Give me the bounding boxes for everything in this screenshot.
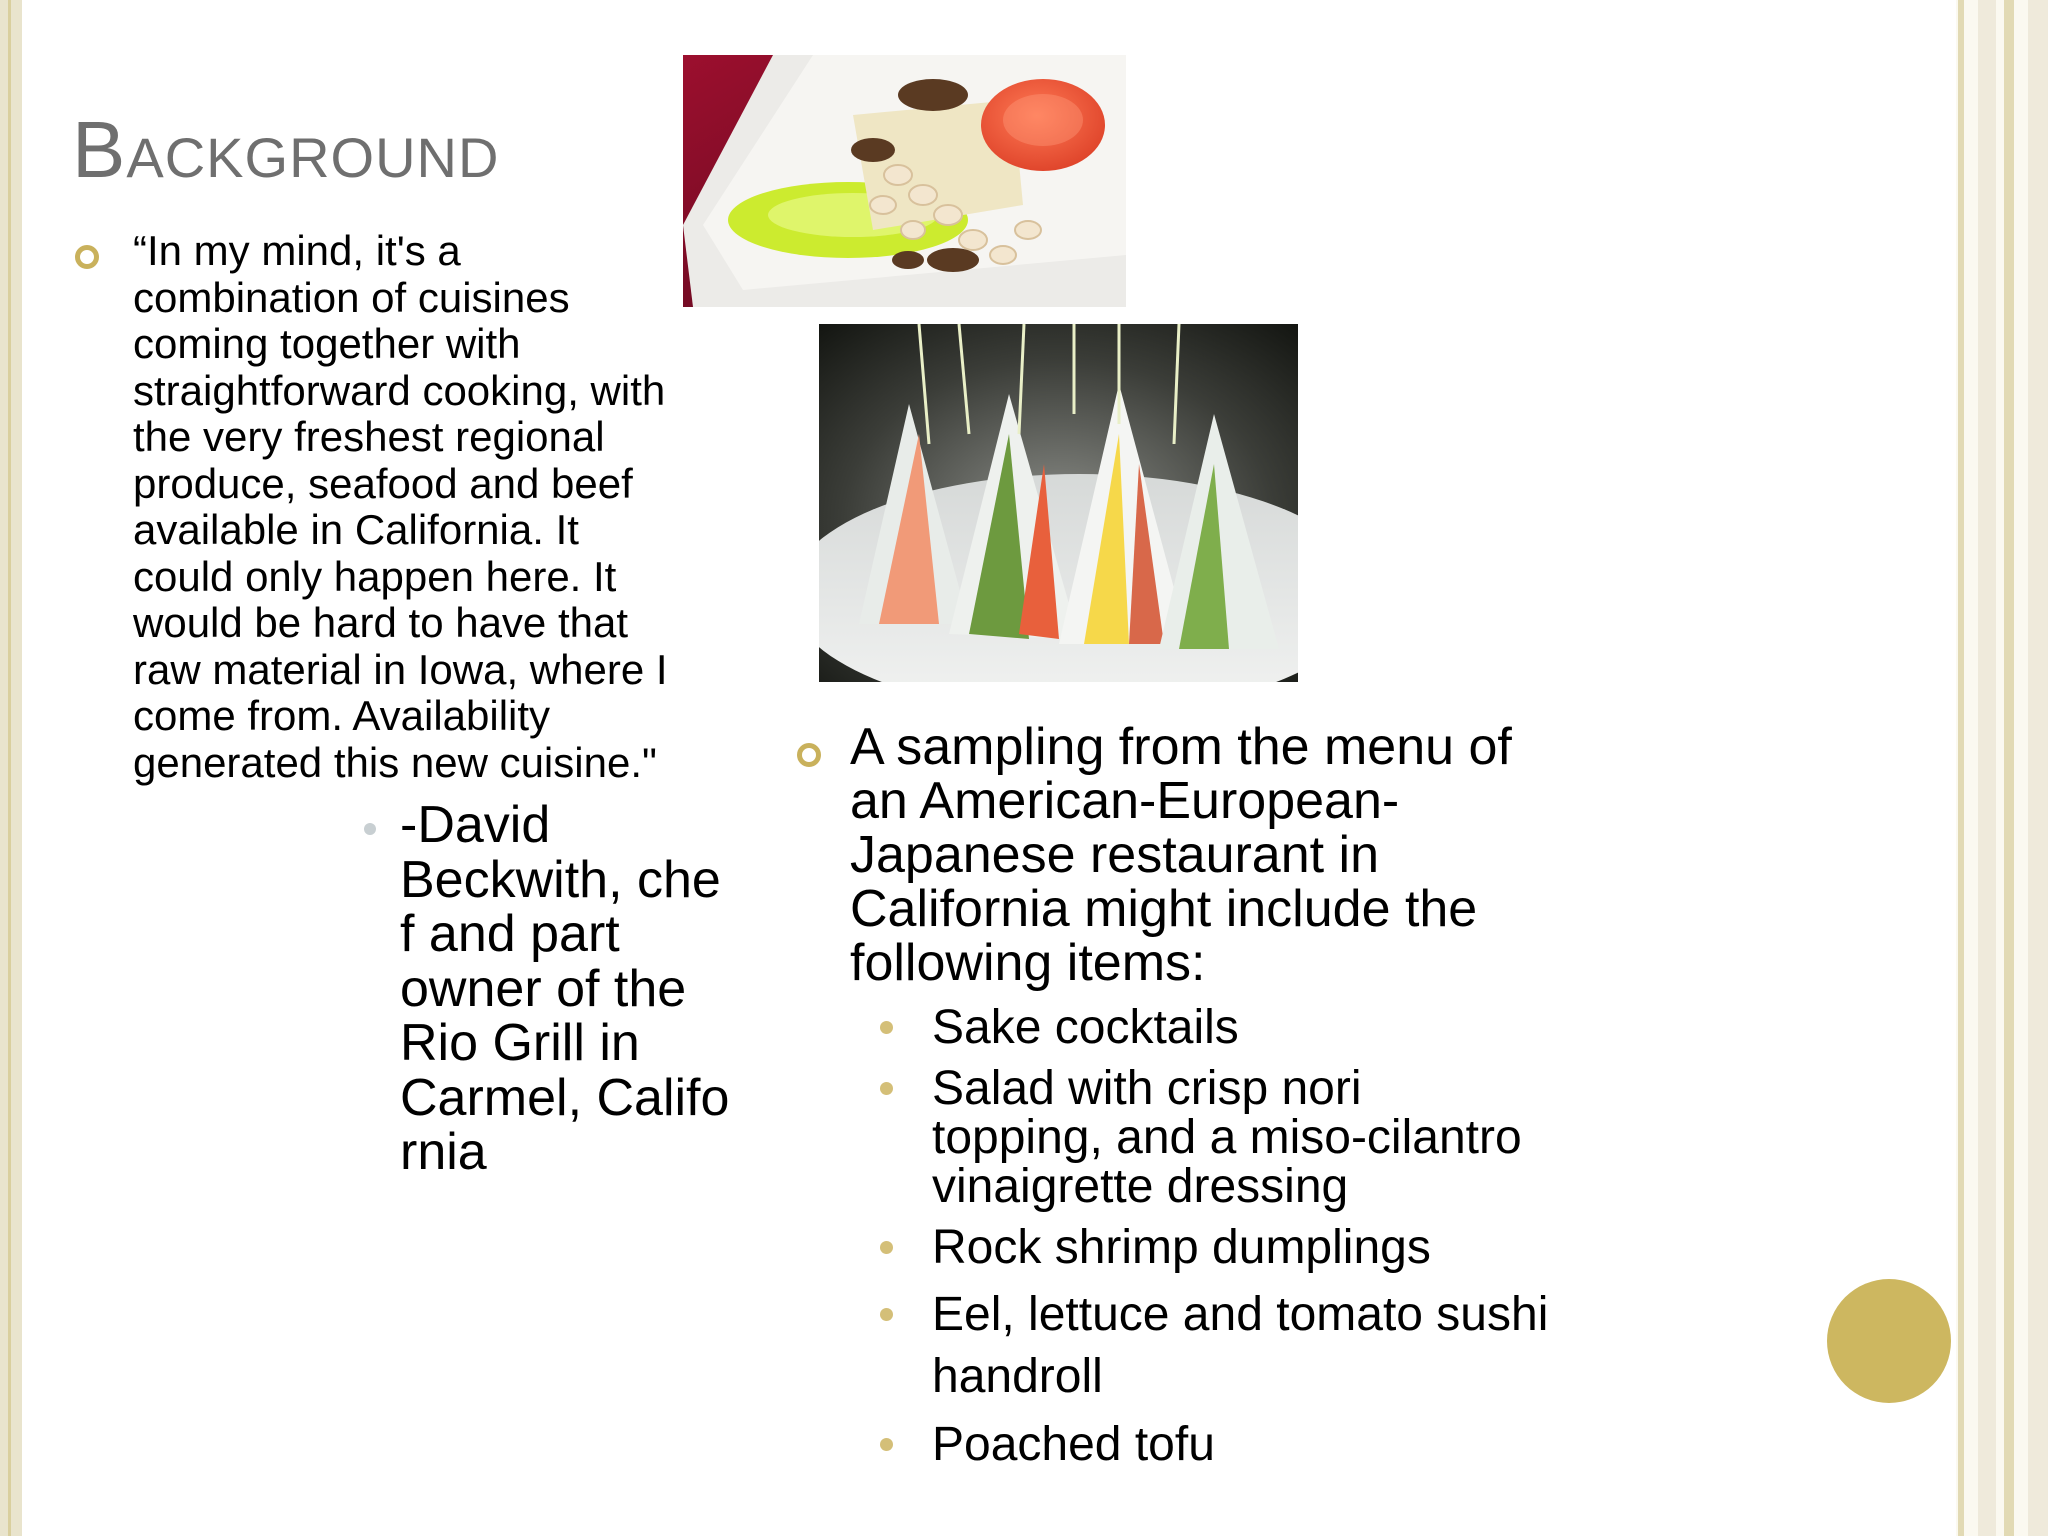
attribution-line: -David xyxy=(400,796,551,854)
list-item xyxy=(880,1064,1548,1211)
quote-line: straightforward cooking, with xyxy=(133,366,666,414)
attribution-line: Carmel, Califo xyxy=(400,1068,730,1127)
menu-item-label: Sake cocktails xyxy=(932,1001,1239,1054)
attribution-line: f and part xyxy=(400,905,620,963)
menu-items-list xyxy=(880,1003,1548,1481)
intro-line: an American-European- xyxy=(850,772,1400,830)
decorative-gold-circle xyxy=(1827,1279,1951,1403)
list-item xyxy=(880,1223,1548,1272)
intro-line: following items: xyxy=(850,934,1206,992)
dot-bullet-icon xyxy=(880,1241,893,1254)
attribution-line: rnia xyxy=(400,1123,487,1181)
list-item xyxy=(880,1284,1548,1408)
menu-item-label: handroll xyxy=(932,1350,1103,1403)
quote-line: come from. Availability xyxy=(133,692,551,739)
dish-photo-tomato xyxy=(683,55,1126,307)
intro-line: California might include the xyxy=(850,880,1478,938)
dot-bullet-icon xyxy=(880,1082,893,1095)
quote-attribution xyxy=(400,798,780,1180)
list-item xyxy=(880,1420,1548,1469)
slide-title: Background xyxy=(72,105,500,194)
quote-line: available in California. It xyxy=(133,506,579,553)
quote-line: the very freshest regional xyxy=(133,413,605,460)
menu-item-label: vinaigrette dressing xyxy=(932,1160,1349,1213)
menu-item-label: Poached tofu xyxy=(932,1418,1215,1471)
right-border-stripe xyxy=(2028,0,2048,1536)
quote-line: generated this new cuisine." xyxy=(133,738,657,786)
attribution-line: Rio Grill in xyxy=(400,1014,640,1072)
ring-bullet-icon xyxy=(797,743,821,767)
list-item xyxy=(880,1003,1548,1052)
quote-line: could only happen here. It xyxy=(133,552,617,600)
ring-bullet-icon xyxy=(75,245,99,269)
sushi-roll-photo xyxy=(819,324,1298,682)
intro-line: A sampling from the menu of xyxy=(850,718,1512,776)
menu-item-label: topping, and a miso-cilantro xyxy=(932,1111,1522,1164)
dot-bullet-icon xyxy=(880,1308,893,1321)
menu-item-label: Salad with crisp nori xyxy=(932,1062,1362,1115)
quote-line: would be hard to have that xyxy=(133,599,629,646)
quote-line: produce, seafood and beef xyxy=(133,459,633,507)
right-border-stripe xyxy=(1978,0,1996,1536)
right-border-stripe xyxy=(2004,0,2014,1536)
right-border-stripe xyxy=(1958,0,1964,1536)
attribution-line: Beckwith, che xyxy=(400,850,721,909)
dot-bullet-icon xyxy=(880,1438,893,1451)
menu-item-label: Eel, lettuce and tomato sushi xyxy=(932,1288,1549,1341)
menu-item-label: Rock shrimp dumplings xyxy=(932,1221,1431,1274)
sub-bullet-icon xyxy=(364,823,376,835)
attribution-line: owner of the xyxy=(400,959,687,1018)
menu-intro-text xyxy=(850,720,1610,990)
intro-line: Japanese restaurant in xyxy=(850,826,1380,884)
quote-line: combination of cuisines xyxy=(133,273,570,321)
quote-line: raw material in Iowa, where I xyxy=(133,645,668,693)
quote-line: coming together with xyxy=(133,320,521,367)
dot-bullet-icon xyxy=(880,1021,893,1034)
quote-text xyxy=(133,228,773,786)
quote-line: “In my mind, it's a xyxy=(133,227,461,274)
left-border-decoration xyxy=(0,0,22,1536)
